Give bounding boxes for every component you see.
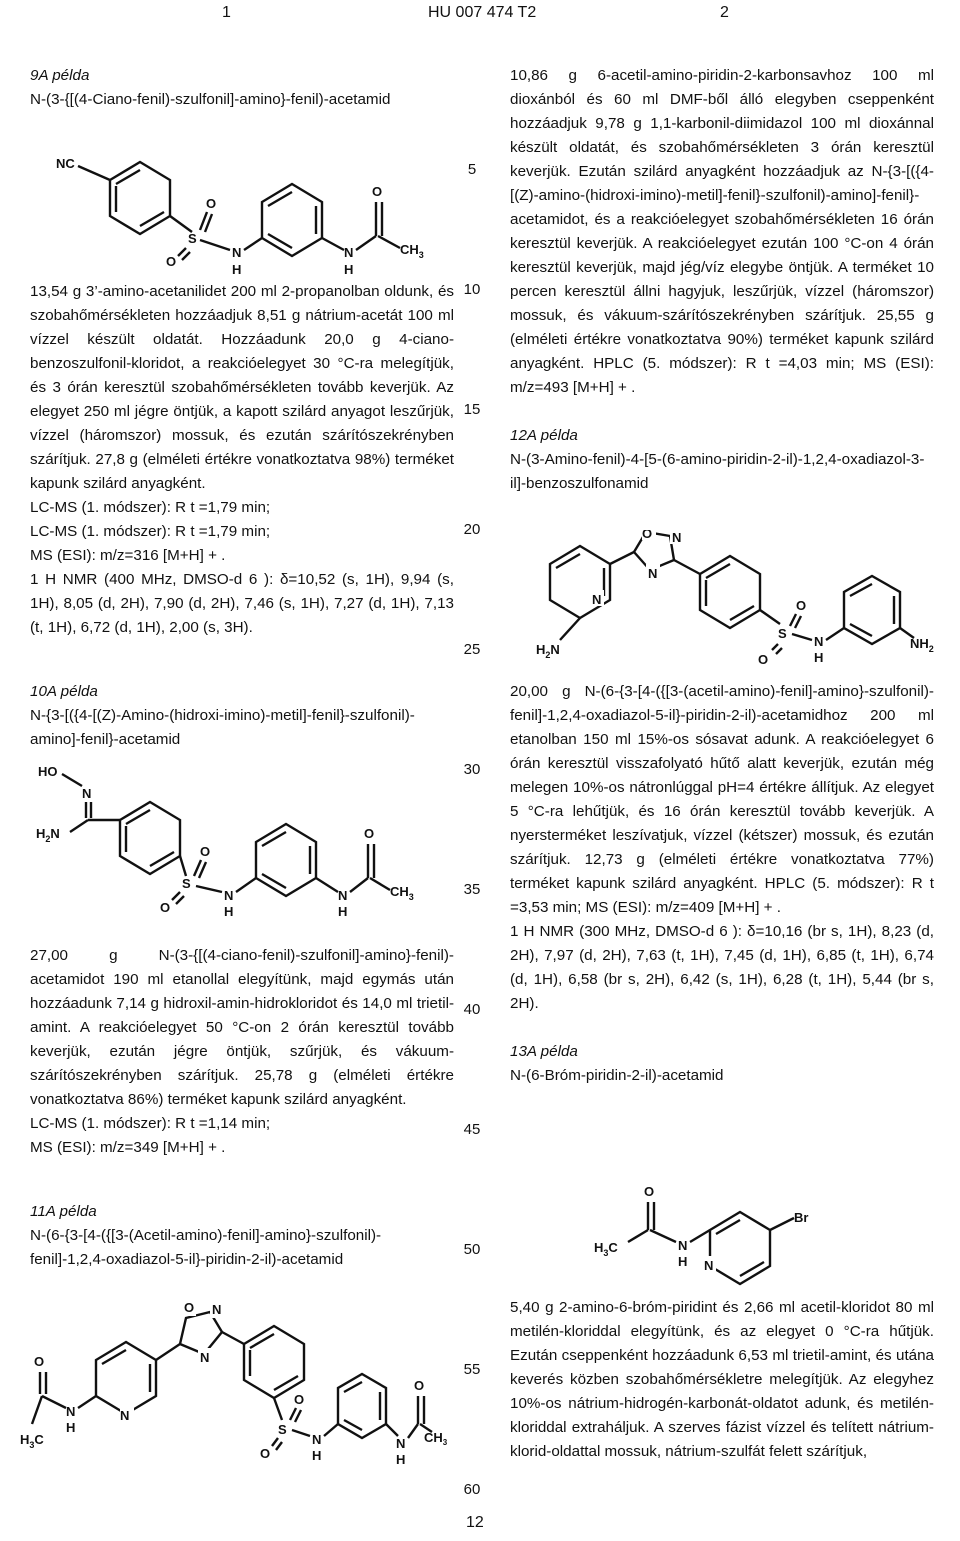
line-number: 5 (467, 161, 477, 178)
struct-9a-atom: H (232, 262, 242, 277)
line-number: 25 (463, 641, 481, 658)
page-number-right: 2 (720, 4, 729, 21)
struct-12a-atom: O (642, 530, 653, 541)
struct-10a-atom: HO (38, 764, 58, 779)
struct-11a-atom: O (414, 1378, 425, 1393)
line-number: 20 (463, 521, 481, 538)
line-number: 60 (463, 1481, 481, 1498)
struct-9a-atom: O (166, 254, 177, 269)
struct-10a-atom: O (364, 826, 375, 841)
struct-11a-atom: O (260, 1446, 271, 1461)
line-number: 45 (463, 1121, 481, 1138)
example-10a-ms: MS (ESI): m/z=349 [M+H] + . (30, 1139, 226, 1156)
example-12a-nmr: 1 H NMR (300 MHz, DMSO-d 6 ): δ=10,16 (br s, 1H), 8,23 (d, 2H), 7,97 (d, 2H), 7,63 (t, 1H), 7,45 (d, 1H), 6,85 (t, 1H), 6,74 (d, 1H), 6,58 (br s, 2H), 6,42 (s, 1H), 6,28 (t, 1H), 5,44 (br s, 2H). (510, 923, 934, 1012)
struct-12a-atom: O (758, 652, 769, 667)
example-12a-body (510, 680, 934, 1088)
struct-13a-atom: N (704, 1258, 714, 1273)
struct-10a-atom: N (224, 888, 234, 903)
example-10a-title: 10A példa (30, 683, 98, 700)
line-number: 30 (463, 761, 481, 778)
struct-11a-atom: N (396, 1436, 406, 1451)
struct-9a-atom: NC (56, 156, 75, 171)
struct-11a-atom: H (66, 1420, 76, 1435)
struct-11a-atom: S (278, 1422, 287, 1437)
struct-9a-atom: N (232, 245, 242, 260)
struct-10a-atom: $H_2N$ (36, 826, 60, 844)
struct-11a-atom: $H_3C$ (20, 1432, 44, 1450)
struct-10a-atom: O (200, 844, 211, 859)
structure-13a (590, 1176, 890, 1286)
struct-12a-atom: S (778, 626, 787, 641)
example-10a-header (30, 680, 454, 752)
line-number: 10 (463, 281, 481, 298)
structure-11a (20, 1296, 450, 1486)
right-col-top (510, 64, 934, 496)
example-10a-lcms: LC-MS (1. módszer): R t =1,14 min; (30, 1115, 271, 1132)
page-number-left: 1 (222, 4, 231, 21)
struct-9a-atom: O (206, 196, 217, 211)
example-9a-title: 9A példa (30, 67, 90, 84)
example-10a-compound-name: N-{3-[({4-[(Z)-Amino-(hidroxi-imino)-metil]-fenil}-szulfonil)-amino]-fenil}-acetamid (30, 707, 415, 748)
struct-12a-atom: $H_2N$ (536, 642, 560, 660)
struct-10a-atom: $CH_3$ (390, 884, 414, 902)
example-9a-procedure: 13,54 g 3’-amino-acetanilidet 200 ml 2-propanolban oldunk, és szobahőmérsékleten hozzáadjuk 8,51 g nátrium-acetát 100 ml vízzel készült oldatát. Hozzáadunk 20,0 g 4-ciano-benzoszulfonil-kloridot, a reakcióelegyet 30 °C-ra melegítjük, és 3 órán keresztül szobahőmérsékleten tovább keverjük. Az elegyet 250 ml jégre öntjük, a kapott szilárd anyagot leszűrjük, vízzel (háromszor) mossuk, és ezután szárítószekrényben szárítjuk. 27,8 g (elméleti értékre vonatkoztatva 98%) terméket kapunk szilárd anyagként. (30, 283, 454, 492)
struct-12a-atom: H (814, 650, 824, 665)
example-10a-procedure: 27,00 g N-(3-{[(4-ciano-fenil)-szulfonil]-amino}-fenil)-acetamidot 190 ml etanollal elegyítünk, majd egymás után hozzáadunk 7,14 g hidroxil-amin-hidrokloridot és 14,0 ml trietil-amint. A reakcióelegyet 50 °C-on 2 órán keresztül tovább keverjük, ezután jégre öntjük, szűrjük, és vákuum-szárítószekrényben szárítjuk. 25,78 g (elméleti értékre vonatkoztatva 86%) terméket kapunk szilárd anyagként. (30, 947, 454, 1108)
struct-9a-atom: $CH_3$ (400, 242, 424, 260)
example-12a-compound-name: N-(3-Amino-fenil)-4-[5-(6-amino-piridin-2-il)-1,2,4-oxadiazol-3-il]-benzoszulfonamid (510, 451, 925, 492)
structure-10a (30, 758, 430, 918)
struct-11a-atom: O (184, 1300, 195, 1315)
example-9a-ms: MS (ESI): m/z=316 [M+H] + . (30, 547, 226, 564)
example-9a-compound-name: N-(3-{[(4-Ciano-fenil)-szulfonil]-amino}-fenil)-acetamid (30, 91, 391, 108)
structure-9a (40, 140, 440, 280)
struct-10a-atom: N (338, 888, 348, 903)
struct-10a-atom: O (160, 900, 171, 915)
struct-12a-atom: N (672, 530, 682, 545)
structure-12a (530, 530, 950, 670)
struct-11a-atom: O (294, 1392, 305, 1407)
example-13a-body (510, 1296, 934, 1464)
example-11a-title: 11A példa (30, 1203, 97, 1220)
struct-13a-atom: H (678, 1254, 688, 1269)
struct-13a-atom: Br (794, 1210, 809, 1225)
example-13a-procedure: 5,40 g 2-amino-6-bróm-piridint és 2,66 ml acetil-kloridot 80 ml metilén-kloriddal elegyítünk, és az elegyet 0 °C-ra hűtjük. Ezután cseppenként hozzáadunk 6,53 ml trietil-amint, és utána keverés közben szobahőmérsékletre melegítjük. Az elegyhez 10%-os nátrium-hidrogén-karbonát-oldatot adunk, és metilén-kloriddal extraháljuk. A szerves fázist vízzel és telített nátrium-klorid-oldattal mossuk, nátrium-szulfát felett szárítjuk, (510, 1299, 934, 1460)
line-number: 35 (463, 881, 481, 898)
example-13a-compound-name: N-(6-Bróm-piridin-2-il)-acetamid (510, 1067, 724, 1084)
struct-9a-atom: N (344, 245, 354, 260)
line-number: 15 (463, 401, 481, 418)
footer-page-number: 12 (466, 1514, 484, 1531)
example-12a-title: 12A példa (510, 427, 578, 444)
struct-11a-atom: N (120, 1408, 130, 1423)
struct-12a-atom: $NH_2$ (910, 636, 934, 654)
patent-number: HU 007 474 T2 (428, 4, 537, 21)
struct-11a-atom: N (212, 1302, 222, 1317)
struct-13a-atom: $H_3C$ (594, 1240, 618, 1258)
example-12a-procedure: 20,00 g N-(6-{3-[4-({[3-(acetil-amino)-fenil]-amino}-szulfonil)-fenil]-1,2,4-oxadiazol-5-il}-piridin-2-il)-acetamidhoz 200 ml etanolban 150 ml 15%-os sósavat adunk. A reakcióelegyet 6 órán keresztül visszafolyató hűtő alatt keverjük, ezután még melegen 10%-os nátronlúggal pH=4 értékre állítjuk. Az elegyet 5 °C-ra lehűtjük, és 16 órán keresztül tovább keverjük. A nyersterméket leszívatjuk, vízzel (kétszer) mossuk, és ezután szárítjuk. 12,73 g (elméleti értékre vonatkoztatva 77%) terméket kapunk szilárd anyagként. HPLC (5. módszer): R t =3,53 min; MS (ESI): m/z=409 [M+H] + . (510, 683, 934, 916)
struct-11a-atom: H (312, 1448, 322, 1463)
struct-13a-atom: N (678, 1238, 688, 1253)
struct-9a-atom: S (188, 231, 197, 246)
struct-12a-atom: N (648, 566, 658, 581)
example-9a-lcms-1: LC-MS (1. módszer): R t =1,79 min; (30, 499, 271, 516)
struct-12a-atom: O (796, 598, 807, 613)
example-10a-body (30, 944, 454, 1160)
struct-10a-atom: H (338, 904, 348, 918)
example-9a-body (30, 280, 454, 640)
example-11a-compound-name: N-(6-{3-[4-({[3-(Acetil-amino)-fenil]-amino}-szulfonil)-fenil]-1,2,4-oxadiazol-5-il}-piridin-2-il)-acetamid (30, 1227, 382, 1268)
struct-10a-atom: H (224, 904, 234, 918)
struct-11a-atom: N (66, 1404, 76, 1419)
example-11a-procedure: 10,86 g 6-acetil-amino-piridin-2-karbonsavhoz 100 ml dioxánból és 60 ml DMF-ből álló elegyben cseppenként hozzáadjuk 9,78 g 1,1-karbonil-diimidazol 100 ml dioxánnal készült oldatát, és szobahőmérsékleten 3 órán keresztül keverjük. Ezután szilárd anyagként hozzáadjuk az N-{3-[({4-[(Z)-amino-(hidroxi-imino)-metil]-fenil}-szulfonil)-amino]-fenil}-acetamidot, és a reakcióelegyet szobahőmérsékleten 16 órán keresztül keverjük. A reakcióelegyet ezután 100 °C-on 4 órán keresztül keverjük, majd jég/víz elegybe öntjük. A terméket 10 percen keresztül állni hagyjuk, leszűrjük, vízzel (háromszor) mossuk, és vákuum-szárítószekrényben szárítjuk. 25,55 g (elméleti értékre vonatkoztatva 90%) terméket kapunk szilárd anyagként. HPLC (5. módszer): R t =4,03 min; MS (ESI): m/z=493 [M+H] + . (510, 67, 934, 396)
line-number: 50 (463, 1241, 481, 1258)
struct-11a-atom: N (312, 1432, 322, 1447)
struct-12a-atom: N (592, 592, 602, 607)
struct-11a-atom: $CH_3$ (424, 1430, 448, 1447)
example-11a-header (30, 1200, 454, 1272)
struct-11a-atom: H (396, 1452, 406, 1467)
example-9a-header (30, 64, 454, 112)
struct-11a-atom: O (34, 1354, 45, 1369)
struct-9a-atom: H (344, 262, 354, 277)
struct-12a-atom: N (814, 634, 824, 649)
line-number: 55 (463, 1361, 481, 1378)
line-number: 40 (463, 1001, 481, 1018)
struct-9a-atom: O (372, 184, 383, 199)
example-9a-nmr: 1 H NMR (400 MHz, DMSO-d 6 ): δ=10,52 (s, 1H), 9,94 (s, 1H), 8,05 (d, 2H), 7,90 (d, 2H), 7,46 (s, 1H), 7,27 (d, 1H), 7,13 (t, 1H), 6,72 (d, 1H), 2,00 (s, 3H). (30, 571, 454, 636)
struct-11a-atom: N (200, 1350, 210, 1365)
struct-13a-atom: O (644, 1184, 655, 1199)
struct-10a-atom: S (182, 876, 191, 891)
struct-10a-atom: N (82, 786, 92, 801)
example-13a-title: 13A példa (510, 1043, 578, 1060)
example-9a-lcms-2: LC-MS (1. módszer): R t =1,79 min; (30, 523, 271, 540)
